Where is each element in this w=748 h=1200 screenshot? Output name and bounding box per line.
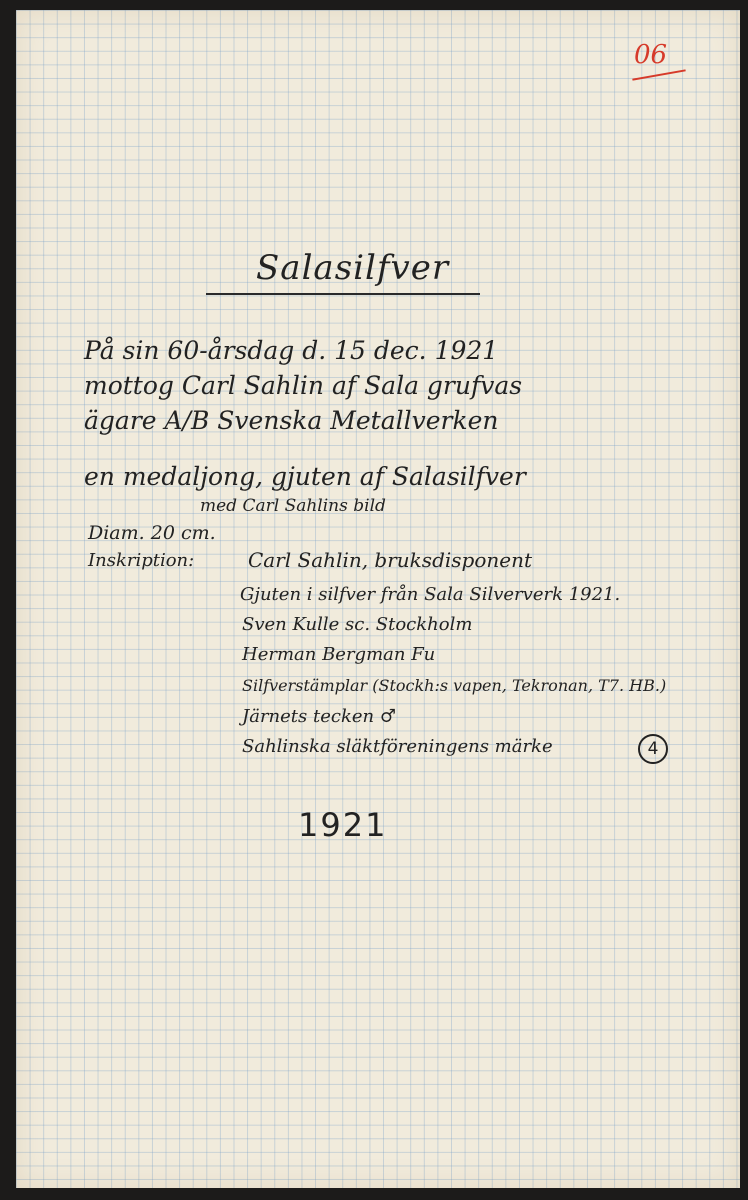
page-title: Salasilfver xyxy=(256,248,450,288)
inscription-line: Sahlinska släktföreningens märke xyxy=(242,736,553,757)
title-underline xyxy=(206,293,480,295)
number-underline xyxy=(632,69,686,80)
document-page xyxy=(16,10,740,1188)
year: 1921 xyxy=(298,806,388,844)
text-line: med Carl Sahlins bild xyxy=(200,496,386,516)
circled-number-mark: 4 xyxy=(638,734,668,764)
document-number: 06 xyxy=(634,40,668,70)
inscription-line: Carl Sahlin, bruksdisponent xyxy=(248,548,533,572)
text-line: mottog Carl Sahlin af Sala grufvas xyxy=(84,371,523,400)
inscription-line: Herman Bergman Fu xyxy=(242,644,436,665)
inscription-line: Sven Kulle sc. Stockholm xyxy=(242,614,473,635)
diameter-line: Diam. 20 cm. xyxy=(88,522,216,544)
inscription-label: Inskription: xyxy=(88,550,195,571)
inscription-line: Gjuten i silfver från Sala Silververk 1921. xyxy=(240,584,621,605)
inscription-line: Järnets tecken ♂ xyxy=(242,706,396,727)
text-line: ägare A/B Svenska Metallverken xyxy=(84,406,499,435)
inscription-line: Silfverstämplar (Stockh:s vapen, Tekronan, T7. HB.) xyxy=(242,676,667,695)
text-line: På sin 60-årsdag d. 15 dec. 1921 xyxy=(84,336,499,365)
text-line: en medaljong, gjuten af Salasilfver xyxy=(84,462,526,491)
